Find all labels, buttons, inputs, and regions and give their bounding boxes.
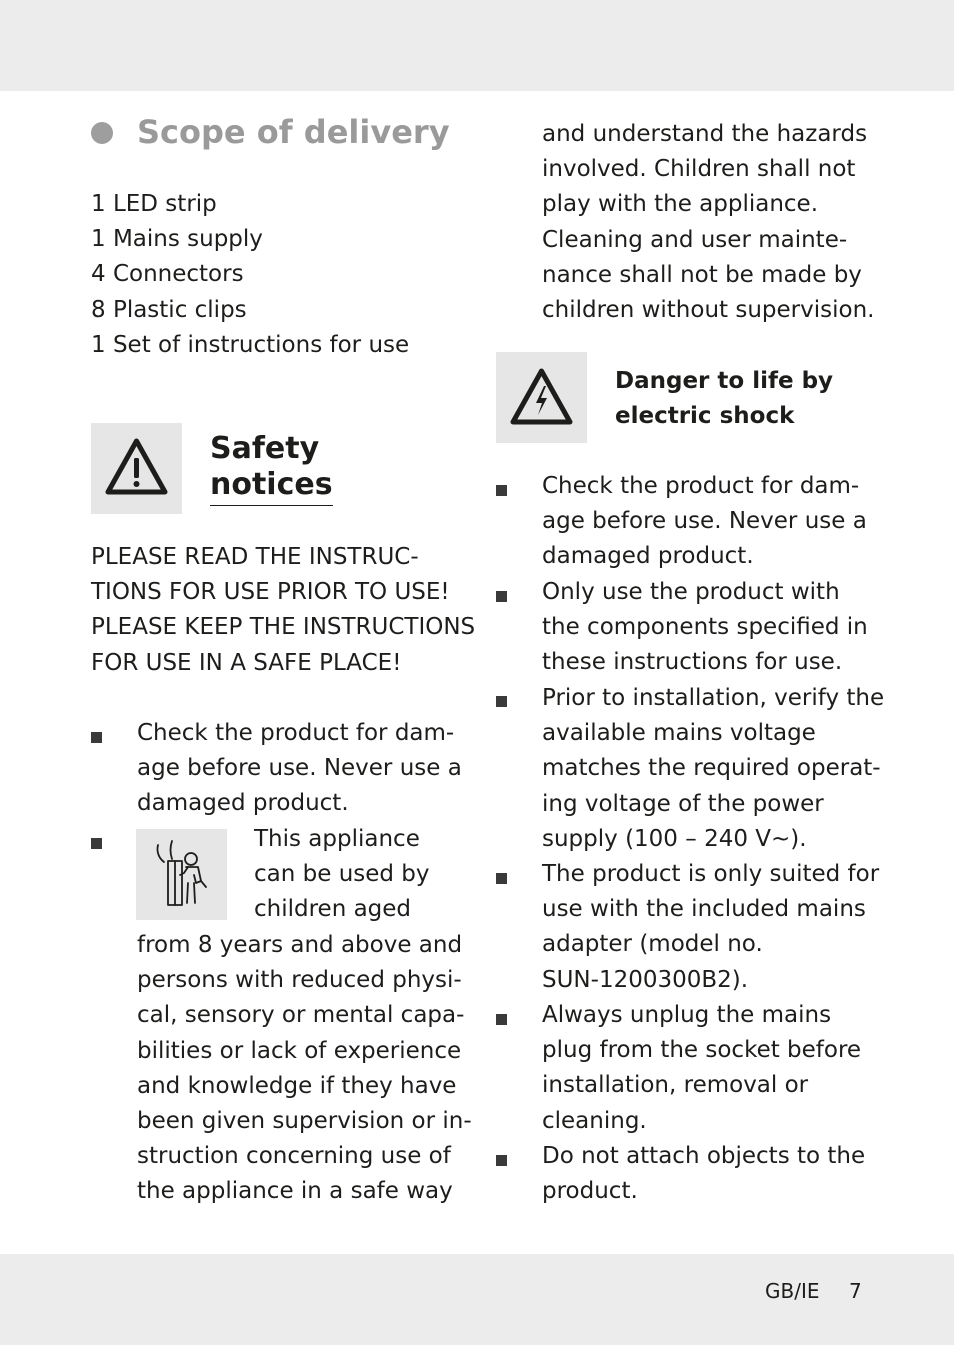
danger-bullet-text — [542, 1139, 865, 1209]
children-notice-text — [137, 928, 472, 1210]
read-instructions-warning — [91, 540, 476, 681]
danger-bullet-text — [542, 681, 884, 857]
danger-bullet-text — [542, 998, 861, 1139]
scope-title: Scope of delivery — [137, 113, 450, 151]
text-line: age before use. Never use a — [137, 755, 462, 782]
scope-item: 4 Connectors — [91, 261, 244, 288]
bullet-square — [91, 732, 102, 743]
text-line: supply (100 – 240 V~). — [542, 825, 807, 852]
text-line: Do not attach objects to the — [542, 1143, 866, 1169]
text-line: installation, removal or — [542, 1072, 809, 1099]
bullet-square — [496, 1014, 507, 1025]
danger-bullet-text — [542, 575, 868, 681]
text-line: Check the product for dam- — [542, 473, 860, 499]
scope-list — [91, 187, 409, 363]
text-line: been given supervision or in- — [137, 1108, 472, 1135]
text-line: from 8 years and above and — [137, 932, 463, 958]
text-line: play with the appliance. — [542, 191, 819, 218]
text-line: product. — [542, 1178, 638, 1205]
text-line: damaged product. — [137, 790, 349, 817]
safety-title-line: Safety — [210, 431, 320, 466]
text-line: adapter (model no. — [542, 931, 763, 958]
danger-title-line: Danger to life by — [615, 368, 834, 394]
bullet-square — [496, 591, 507, 602]
footer-region-label: GB/IE — [765, 1279, 820, 1303]
text-line: the appliance in a safe way — [137, 1178, 453, 1205]
text-line: cleaning. — [542, 1107, 647, 1134]
section-bullet-dot — [91, 122, 113, 144]
text-line: children without supervision. — [542, 297, 875, 324]
scope-item: 1 Mains supply — [91, 226, 263, 253]
text-line: SUN-1200300B2). — [542, 966, 749, 993]
text-line: plug from the socket before — [542, 1037, 862, 1064]
text-line: age before use. Never use a — [542, 508, 867, 535]
scope-item: 8 Plastic clips — [91, 296, 247, 323]
text-line: struction concerning use of — [137, 1143, 451, 1170]
scope-item: 1 Set of instructions for use — [91, 331, 410, 358]
danger-bullet-text — [542, 857, 879, 998]
safety-title — [210, 431, 333, 506]
children-notice-beside-icon — [254, 822, 430, 928]
text-line: and knowledge if they have — [137, 1072, 457, 1099]
text-line: and understand the hazards — [542, 121, 868, 147]
text-line: Only use the product with — [542, 579, 840, 605]
scope-item: 1 LED strip — [91, 191, 217, 217]
text-line: children aged — [254, 896, 412, 923]
warning-line: PLEASE READ THE INSTRUC- — [91, 544, 419, 570]
text-line: use with the included mains — [542, 896, 866, 923]
text-line: ing voltage of the power — [542, 790, 824, 817]
danger-bullet-text — [542, 469, 867, 575]
text-line: Always unplug the mains — [542, 1002, 832, 1028]
text-line: This appliance — [254, 826, 420, 852]
warning-line: FOR USE IN A SAFE PLACE! — [91, 649, 402, 676]
bullet-square — [91, 838, 102, 849]
text-line: matches the required operat- — [542, 755, 881, 782]
text-line: available mains voltage — [542, 720, 816, 747]
danger-title-line: electric shock — [615, 403, 795, 429]
danger-title — [615, 364, 833, 434]
text-line: Cleaning and user mainte- — [542, 226, 848, 253]
text-line: involved. Children shall not — [542, 156, 856, 183]
text-line: these instructions for use. — [542, 649, 843, 676]
text-line: The product is only suited for — [542, 861, 880, 887]
bullet-square — [496, 485, 507, 496]
safety-title-line: notices — [210, 467, 333, 506]
bullet-square — [496, 696, 507, 707]
warning-line: PLEASE KEEP THE INSTRUCTIONS — [91, 614, 476, 641]
warning-triangle-icon — [91, 423, 182, 514]
bullet-square — [496, 1155, 507, 1166]
text-line: cal, sensory or mental capa- — [137, 1002, 465, 1029]
child-with-appliance-icon — [136, 829, 227, 920]
header-band — [0, 0, 954, 91]
page-number: 7 — [849, 1279, 862, 1303]
children-notice-continued — [542, 117, 874, 328]
warning-line: TIONS FOR USE PRIOR TO USE! — [91, 579, 450, 606]
text-line: nance shall not be made by — [542, 261, 862, 288]
text-line: Check the product for dam- — [137, 720, 455, 746]
bullet-square — [496, 873, 507, 884]
text-line: Prior to installation, verify the — [542, 685, 885, 711]
text-line: bilities or lack of experience — [137, 1037, 462, 1064]
bullet-text — [137, 716, 462, 822]
text-line: persons with reduced physi- — [137, 967, 462, 994]
text-line: the components specified in — [542, 614, 868, 641]
text-line: can be used by — [254, 861, 430, 888]
electric-shock-warning-icon — [496, 352, 587, 443]
text-line: damaged product. — [542, 543, 754, 570]
